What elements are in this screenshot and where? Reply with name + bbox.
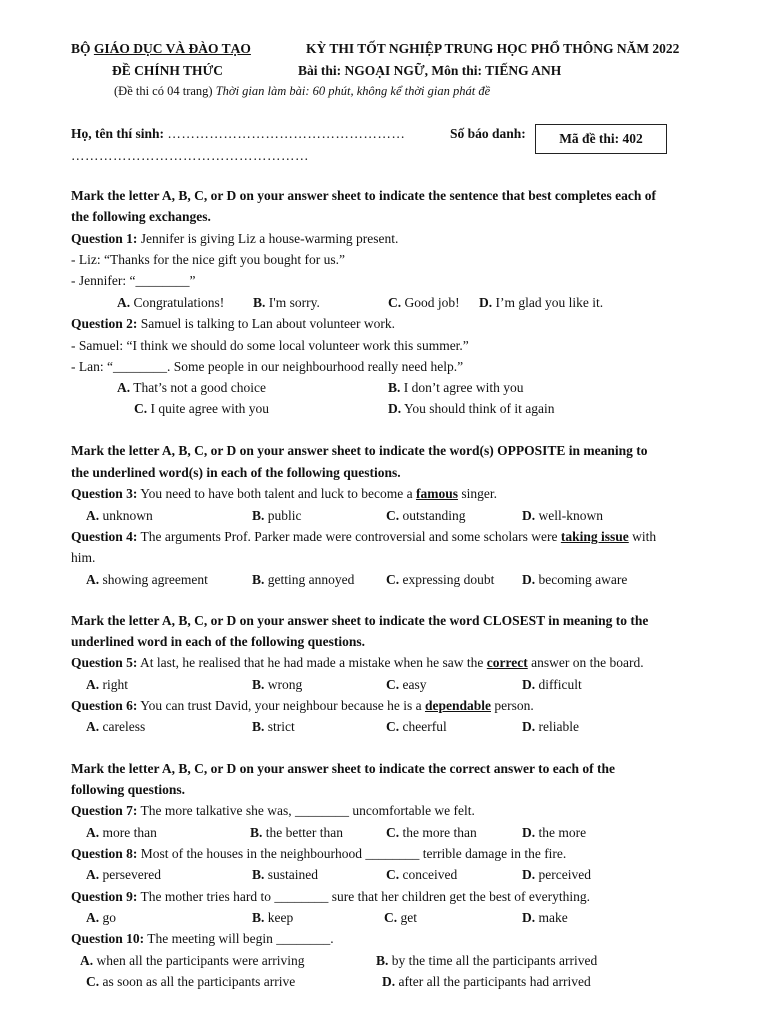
q2-dialogue-samuel: - Samuel: “I think we should do some local volunteer work this summer.” xyxy=(71,338,469,353)
q7-option-a: A. more than xyxy=(86,825,157,840)
q8-option-b: B. sustained xyxy=(252,867,319,882)
question-1: Question 1: Jennifer is giving Liz a house-warming present. xyxy=(71,231,399,246)
q2-dialogue-lan: - Lan: “________. Some people in our neighbourhood really need help.” xyxy=(71,359,464,374)
question-7: Question 7: The more talkative she was, ________ uncomfortable we felt. xyxy=(71,803,475,818)
section-2-instruction: Mark the letter A, B, C, or D on your answer sheet to indicate the word(s) OPPOSITE in meaning to xyxy=(71,443,648,458)
q10-option-a: A. when all the participants were arriving xyxy=(80,953,305,968)
q6-option-c: C. cheerful xyxy=(386,719,447,734)
q10-option-b: B. by the time all the participants arrived xyxy=(376,953,598,968)
q6-option-b: B. strict xyxy=(252,719,295,734)
question-6: Question 6: You can trust David, your neighbour because he is a dependable person. xyxy=(71,698,534,713)
candidate-id-label: Số báo danh: xyxy=(450,126,526,141)
q6-option-d: D. reliable xyxy=(522,719,579,734)
question-5: Question 5: At last, he realised that he had made a mistake when he saw the correct answer on the board. xyxy=(71,655,644,670)
exam-title: KỲ THI TỐT NGHIỆP TRUNG HỌC PHỔ THÔNG NĂM 2022 xyxy=(306,41,680,56)
candidate-dots-line: …………………………………………… xyxy=(71,148,309,163)
question-10: Question 10: The meeting will begin ________. xyxy=(71,931,334,946)
q1-option-d: D. I’m glad you like it. xyxy=(479,295,604,310)
time-note: (Đề thi có 04 trang) Thời gian làm bài: 60 phút, không kể thời gian phát đề xyxy=(114,84,491,98)
q5-option-a: A. right xyxy=(86,677,128,692)
q4-option-c: C. expressing doubt xyxy=(386,572,495,587)
q3-option-b: B. public xyxy=(252,508,302,523)
subject-line: Bài thi: NGOẠI NGỮ, Môn thi: TIẾNG ANH xyxy=(298,63,562,78)
q3-option-c: C. outstanding xyxy=(386,508,466,523)
q8-option-c: C. conceived xyxy=(386,867,458,882)
q7-option-c: C. the more than xyxy=(386,825,477,840)
q5-option-b: B. wrong xyxy=(252,677,303,692)
q6-key-word: dependable xyxy=(424,698,491,713)
question-8: Question 8: Most of the houses in the neighbourhood ________ terrible damage in the fire. xyxy=(71,846,567,861)
q9-option-d: D. make xyxy=(522,910,568,925)
q4-option-d: D. becoming aware xyxy=(522,572,628,587)
q6-option-a: A. careless xyxy=(86,719,146,734)
official-label: ĐỀ CHÍNH THỨC xyxy=(112,63,224,78)
q1-option-a: A. Congratulations! xyxy=(117,295,225,310)
candidate-name-field: …………………………………………… xyxy=(167,126,406,141)
q8-option-a: A. persevered xyxy=(86,867,161,882)
question-9: Question 9: The mother tries hard to ________ sure that her children get the best of everything. xyxy=(71,889,591,904)
q10-option-c: C. as soon as all the participants arrive xyxy=(86,974,296,989)
candidate-name-line: Họ, tên thí sinh: …………………………………………… xyxy=(71,126,406,141)
q4-continuation: him. xyxy=(71,550,96,565)
q5-key-word: correct xyxy=(486,655,528,670)
q3-key-word: famous xyxy=(415,486,458,501)
q7-option-d: D. the more xyxy=(522,825,587,840)
section-1-instruction: Mark the letter A, B, C, or D on your answer sheet to indicate the sentence that best completes each of xyxy=(71,188,657,203)
q5-option-c: C. easy xyxy=(386,677,427,692)
q1-dialogue-liz: - Liz: “Thanks for the nice gift you bought for us.” xyxy=(71,252,346,267)
q2-option-c: C. I quite agree with you xyxy=(134,401,269,416)
ministry-name: BỘ GIÁO DỤC VÀ ĐÀO TẠO xyxy=(71,41,251,56)
q2-option-d: D. You should think of it again xyxy=(388,401,555,416)
q1-option-b: B. I'm sorry. xyxy=(253,295,320,310)
q5-option-d: D. difficult xyxy=(522,677,582,692)
question-3: Question 3: You need to have both talent and luck to become a famous singer. xyxy=(71,486,497,501)
q3-option-a: A. unknown xyxy=(86,508,153,523)
section-2-instruction-cont: the underlined word(s) in each of the following questions. xyxy=(71,465,401,480)
q2-option-a: A. That’s not a good choice xyxy=(117,380,266,395)
q9-option-c: C. get xyxy=(384,910,417,925)
section-3-instruction: Mark the letter A, B, C, or D on your answer sheet to indicate the word CLOSEST in meaning to the xyxy=(71,613,649,628)
q10-option-d: D. after all the participants had arrived xyxy=(382,974,591,989)
q3-option-d: D. well-known xyxy=(522,508,603,523)
q8-option-d: D. perceived xyxy=(522,867,591,882)
section-1-instruction-cont: the following exchanges. xyxy=(71,209,211,224)
q4-option-b: B. getting annoyed xyxy=(252,572,355,587)
question-4: Question 4: The arguments Prof. Parker made were controversial and some scholars were taking issue with xyxy=(71,529,657,544)
q1-option-c: C. Good job! xyxy=(388,295,460,310)
section-4-instruction: Mark the letter A, B, C, or D on your answer sheet to indicate the correct answer to each of the xyxy=(71,761,616,776)
section-4-instruction-cont: following questions. xyxy=(71,782,186,797)
q2-option-b: B. I don’t agree with you xyxy=(388,380,524,395)
q9-option-b: B. keep xyxy=(252,910,294,925)
q4-key-word: taking issue xyxy=(560,529,629,544)
q7-option-b: B. the better than xyxy=(250,825,343,840)
q4-option-a: A. showing agreement xyxy=(86,572,208,587)
q9-option-a: A. go xyxy=(86,910,116,925)
q1-dialogue-jennifer: - Jennifer: “________” xyxy=(71,273,196,288)
section-3-instruction-cont: underlined word in each of the following questions. xyxy=(71,634,366,649)
exam-code-box: Mã đề thi: 402 xyxy=(535,124,667,154)
question-2: Question 2: Samuel is talking to Lan about volunteer work. xyxy=(71,316,395,331)
